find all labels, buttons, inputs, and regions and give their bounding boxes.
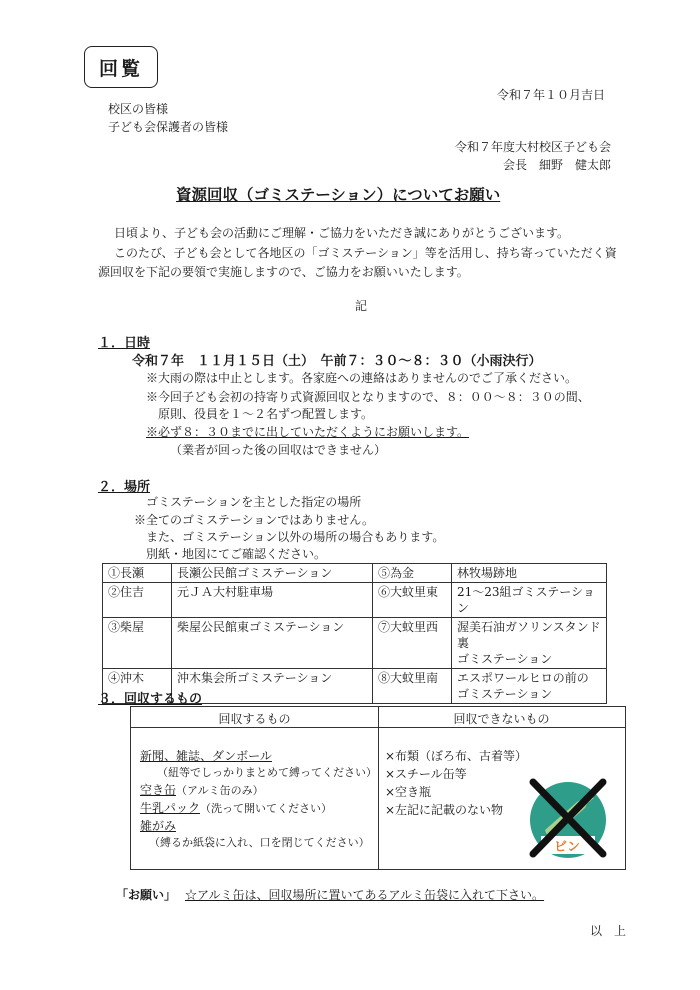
section-1-heading: １．日時 [98,336,151,351]
bin-label: ビン [553,840,581,855]
issue-date: 令和７年１０月吉日 [497,88,606,102]
locations-table [102,563,607,704]
kairan-stamp [84,46,158,88]
district-name: ③柴屋 [103,618,172,669]
district-place-line: ゴミステーション [457,652,553,666]
intro-paragraph-2b: 源回収を下記の要領で実施しますので、ご協力をお願いいたします。 [98,265,469,279]
sender-name: 会長 細野 健太郎 [503,158,612,172]
rejected-item: ×左記に記載のない物 [385,803,504,817]
section-3-heading: ３．回収するもの [98,692,203,707]
district-place: 沖木集会所ゴミステーション [172,669,373,704]
accepted-item-newspaper: 新聞、雑誌、ダンボール [140,749,272,763]
note-rain: ※大雨の際は中止とします。各家庭への連絡はありませんのでご了承ください。 [146,371,578,385]
district-name: ④沖木 [103,669,172,704]
accepted-note-milk: （洗って開いてください） [200,802,333,815]
rejected-item: ×スチール缶等 [385,767,467,781]
accepted-item-cans [140,781,264,798]
note-staff-1: ※今回子ども会初の持寄り式資源回収となりますので、８：００～８：３０の間、 [146,390,590,404]
place-desc-2: ※全てのゴミステーションではありません。 [134,513,375,527]
district-place [452,669,607,704]
table-row [103,618,607,669]
district-name: ⑧大蚊里南 [373,669,452,704]
district-place: 林牧場跡地 [452,564,607,583]
ki-label: 記 [355,299,368,313]
district-name: ⑥大蚊里東 [373,583,452,618]
district-place: 柴屋公民館東ゴミステーション [172,618,373,669]
rejected-item: ×布類（ぼろ布、古着等） [385,749,528,763]
district-place: 長瀬公民館ゴミステーション [172,564,373,583]
accepted-note-paper: （縛るか紙袋に入れ、口を閉じてください） [149,836,370,849]
sender-org: 令和７年度大村校区子ども会 [455,140,612,154]
accepted-item-cans-label: 空き缶 [140,783,177,797]
accepted-item-milk [140,799,332,816]
note-after: （業者が回った後の回収はできません） [170,443,387,457]
addressee-2: 子ども会保護者の皆様 [108,120,229,134]
district-name: ⑦大蚊里西 [373,618,452,669]
intro-paragraph-2a: このたび、子ども会として各地区の「ゴミステーション」等を活用し、持ち寄っていただく資 [114,246,617,260]
closing: 以 上 [590,924,627,938]
place-desc-3: また、ゴミステーション以外の場所の場合もあります。 [146,530,445,544]
table-row [103,564,607,583]
kairan-label: 回覧 [98,57,143,80]
rejected-item: ×空き瓶 [385,785,432,799]
district-place [452,618,607,669]
accepted-item-paper: 雑がみ [140,819,177,833]
note-staff-2: 原則、役員を１～２名ずつ配置します。 [158,407,374,421]
col-rejected-header: 回収できないもの [453,712,550,726]
place-desc-1: ゴミステーションを主とした指定の場所 [146,495,362,509]
intro-paragraph-1: 日頃より、子ども会の活動にご理解・ご協力をいただき誠にありがとうございます。 [114,226,570,240]
section-2-heading: ２．場所 [98,480,151,495]
event-datetime: 令和７年 １１月１５日（土） 午前７：３０～８：３０（小雨決行） [132,354,542,369]
district-place-line: 渥美石油ガソリンスタンド裏 [457,620,601,650]
addressee-1: 校区の皆様 [108,102,169,116]
district-name: ⑤為金 [373,564,452,583]
collection-items-box [130,706,626,870]
place-desc-4: 別紙・地図にてご確認ください。 [146,547,327,561]
district-place-line: ゴミステーション [457,687,553,701]
request-label: 「お願い」 [116,888,177,902]
accepted-item-milk-label: 牛乳パック [140,801,201,815]
district-place-line: エスポワールヒロの前の [457,671,589,685]
note-deadline: ※必ず８：３０までに出していただくようにお願いします。 [146,425,470,439]
page-title: 資源回収（ゴミステーション）についてお願い [176,185,501,204]
table-row [103,583,607,618]
district-place: 21～23組ゴミステーション [452,583,607,618]
no-bottles-icon [523,772,613,862]
col-accepted-header: 回収するもの [218,712,291,726]
accepted-note-newspaper: （紐等でしっかりまとめて縛ってください） [157,766,377,779]
request-text: ☆アルミ缶は、回収場所に置いてあるアルミ缶袋に入れて下さい。 [185,888,545,902]
district-name: ②住吉 [103,583,172,618]
district-name: ①長瀬 [103,564,172,583]
accepted-note-cans: （アルミ缶のみ） [176,784,264,797]
district-place: 元ＪＡ大村駐車場 [172,583,373,618]
